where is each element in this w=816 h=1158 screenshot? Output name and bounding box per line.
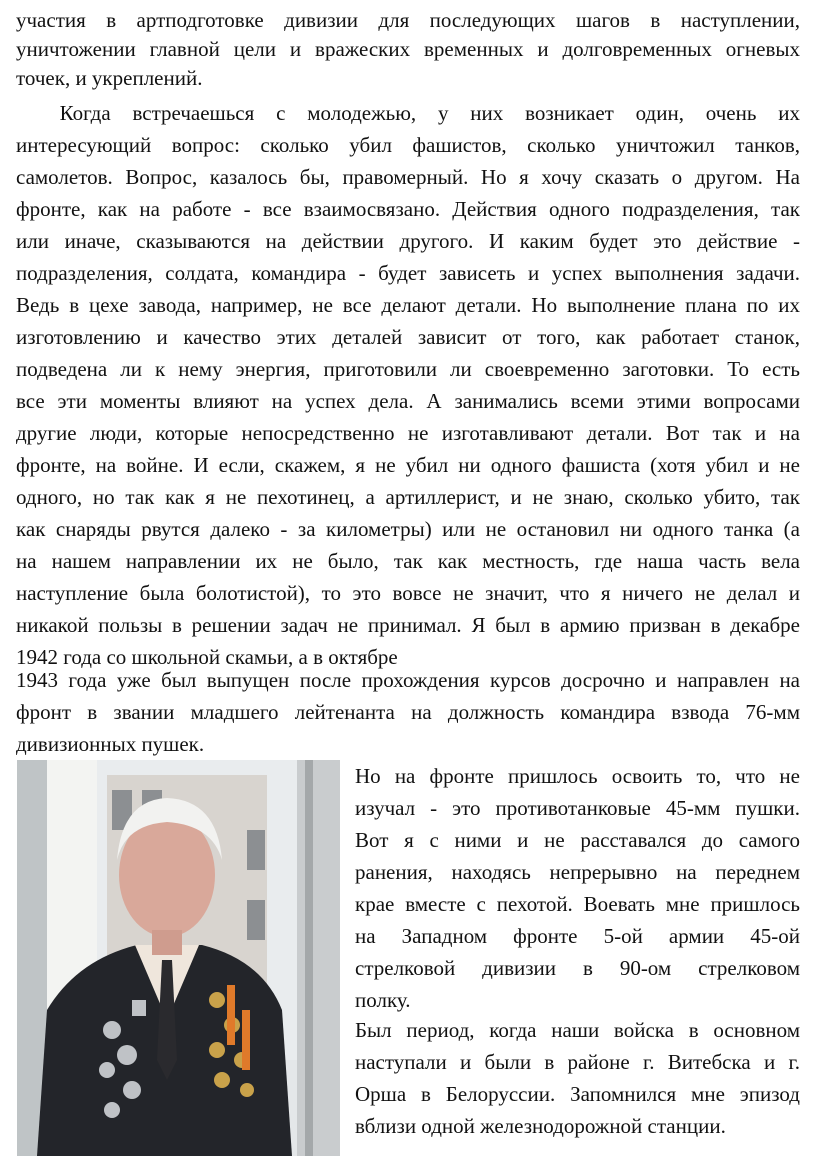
text-line: все эти моменты влияют на успех дела. А занимались всеми этими вопросами — [16, 389, 800, 413]
text-line: Когда встречаешься с молодежью, у них возникает один, очень их — [16, 101, 800, 125]
text-line: точек, и укреплений. — [16, 66, 203, 90]
text-line: самолетов. Вопрос, казалось бы, правомерный. Но я хочу сказать о другом. На — [16, 165, 800, 189]
veteran-portrait-image — [17, 760, 340, 1156]
text-line: Ведь в цехе завода, например, не все делают детали. Но выполнение плана по их — [16, 293, 800, 317]
text-line: интересующий вопрос: сколько убил фашистов, сколько уничтожил танков, — [16, 133, 800, 157]
text-line: крае вместе с пехотой. Воевать мне пришлось — [355, 892, 800, 916]
text-line: подразделения, солдата, командира - будет зависеть и успех выполнения задачи. — [16, 261, 800, 285]
text-line: наступали и были в районе г. Витебска и г. — [355, 1050, 800, 1074]
text-line: вблизи одной железнодорожной станции. — [355, 1114, 726, 1138]
text-line: изготовлению и качество этих деталей зависит от того, как работает станок, — [16, 325, 800, 349]
text-line: одного, но так как я не пехотинец, а артиллерист, и не знаю, сколько убито, так — [16, 485, 800, 509]
text-line: наступление была болотистой), то это вовсе не значит, что я ничего не делал и — [16, 581, 800, 605]
text-line: на нашем направлении их не было, так как местность, где наша часть вела — [16, 549, 800, 573]
text-line: фронт в звании младшего лейтенанта на должность командира взвода 76-мм — [16, 700, 800, 724]
text-line: ранения, находясь непрерывно на переднем — [355, 860, 800, 884]
text-line: Но на фронте пришлось освоить то, что не — [355, 764, 800, 788]
text-line: Был период, когда наши войска в основном — [355, 1018, 800, 1042]
text-line: никакой пользы в решении задач не принимал. Я был в армию призван в декабре — [16, 613, 800, 637]
text-line: 1943 года уже был выпущен после прохождения курсов досрочно и направлен на — [16, 668, 800, 692]
text-line: как снаряды рвутся далеко - за километры) или не остановил ни одного танка (а — [16, 517, 800, 541]
text-line: фронте, на войне. И если, скажем, я не убил ни одного фашиста (хотя убил и не — [16, 453, 800, 477]
text-line: подведена ли к нему энергия, приготовили ли своевременно заготовки. То есть — [16, 357, 800, 381]
text-line: 1942 года со школьной скамьи, а в октябре — [16, 645, 398, 669]
text-line: участия в артподготовке дивизии для последующих шагов в наступлении, — [16, 8, 800, 32]
text-line: фронте, как на работе - все взаимосвязано. Действия одного подразделения, так — [16, 197, 800, 221]
text-line: на Западном фронте 5-ой армии 45-ой — [355, 924, 800, 948]
text-line: полку. — [355, 988, 411, 1012]
text-line: или иначе, сказываются на действии другого. И каким будет это действие - — [16, 229, 800, 253]
text-line: изучал - это противотанковые 45-мм пушки. — [355, 796, 800, 820]
text-line: Вот я с ними и не расставался до самого — [355, 828, 800, 852]
text-line: Орша в Белоруссии. Запомнился мне эпизод — [355, 1082, 800, 1106]
veteran-photo — [17, 760, 340, 1156]
text-line: стрелковой дивизии в 90-ом стрелковом — [355, 956, 800, 980]
text-line: уничтожении главной цели и вражеских временных и долговременных огневых — [16, 37, 800, 61]
text-line: дивизионных пушек. — [16, 732, 205, 756]
text-line: другие люди, которые непосредственно не изготавливают детали. Вот так и на — [16, 421, 800, 445]
